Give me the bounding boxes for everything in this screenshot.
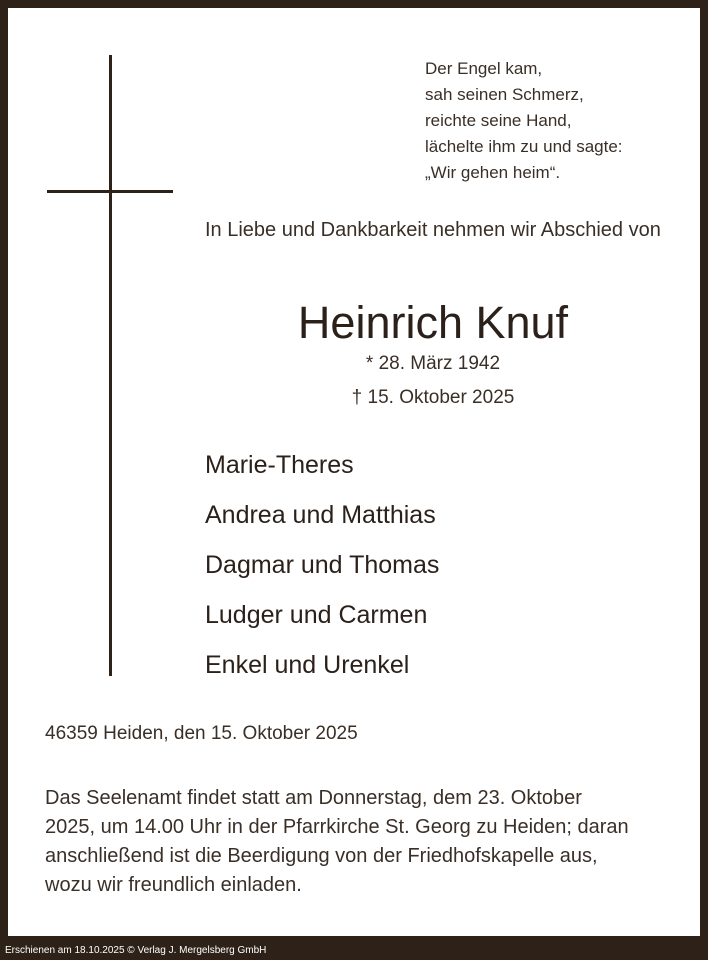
- obituary-card: [8, 8, 700, 936]
- service-line: wozu wir freundlich einladen.: [45, 874, 302, 896]
- mourner-entry: Ludger und Carmen: [205, 601, 428, 629]
- mourner-entry: Marie-Theres: [205, 451, 354, 479]
- poem-line: reichte seine Hand,: [425, 111, 572, 130]
- service-line: anschließend ist die Beerdigung von der Friedhofskapelle aus,: [45, 845, 598, 867]
- mourner-entry: Dagmar und Thomas: [205, 551, 440, 579]
- birth-date: * 28. März 1942: [365, 353, 501, 374]
- death-date: † 15. Oktober 2025: [351, 387, 515, 408]
- service-info: [45, 784, 675, 900]
- deceased-name: Heinrich Knuf: [297, 297, 569, 348]
- intro-text: In Liebe und Dankbarkeit nehmen wir Abschied von: [205, 219, 661, 241]
- cross-horizontal-bar: [47, 190, 173, 193]
- mourners-list: [205, 440, 439, 690]
- poem-line: lächelte ihm zu und sagte:: [425, 137, 623, 156]
- poem-line: Der Engel kam,: [425, 59, 543, 78]
- service-line: 2025, um 14.00 Uhr in der Pfarrkirche St. Georg zu Heiden; daran: [45, 816, 629, 838]
- service-line: Das Seelenamt findet statt am Donnerstag, dem 23. Oktober: [45, 787, 582, 809]
- poem-line: sah seinen Schmerz,: [425, 85, 584, 104]
- mourner-entry: Enkel und Urenkel: [205, 651, 410, 679]
- poem-line: „Wir gehen heim“.: [425, 163, 561, 182]
- poem: [425, 56, 623, 186]
- mourner-entry: Andrea und Matthias: [205, 501, 436, 529]
- publication-footer: Erschienen am 18.10.2025 © Verlag J. Mergelsberg GmbH: [5, 945, 267, 956]
- place-and-date: 46359 Heiden, den 15. Oktober 2025: [45, 723, 358, 744]
